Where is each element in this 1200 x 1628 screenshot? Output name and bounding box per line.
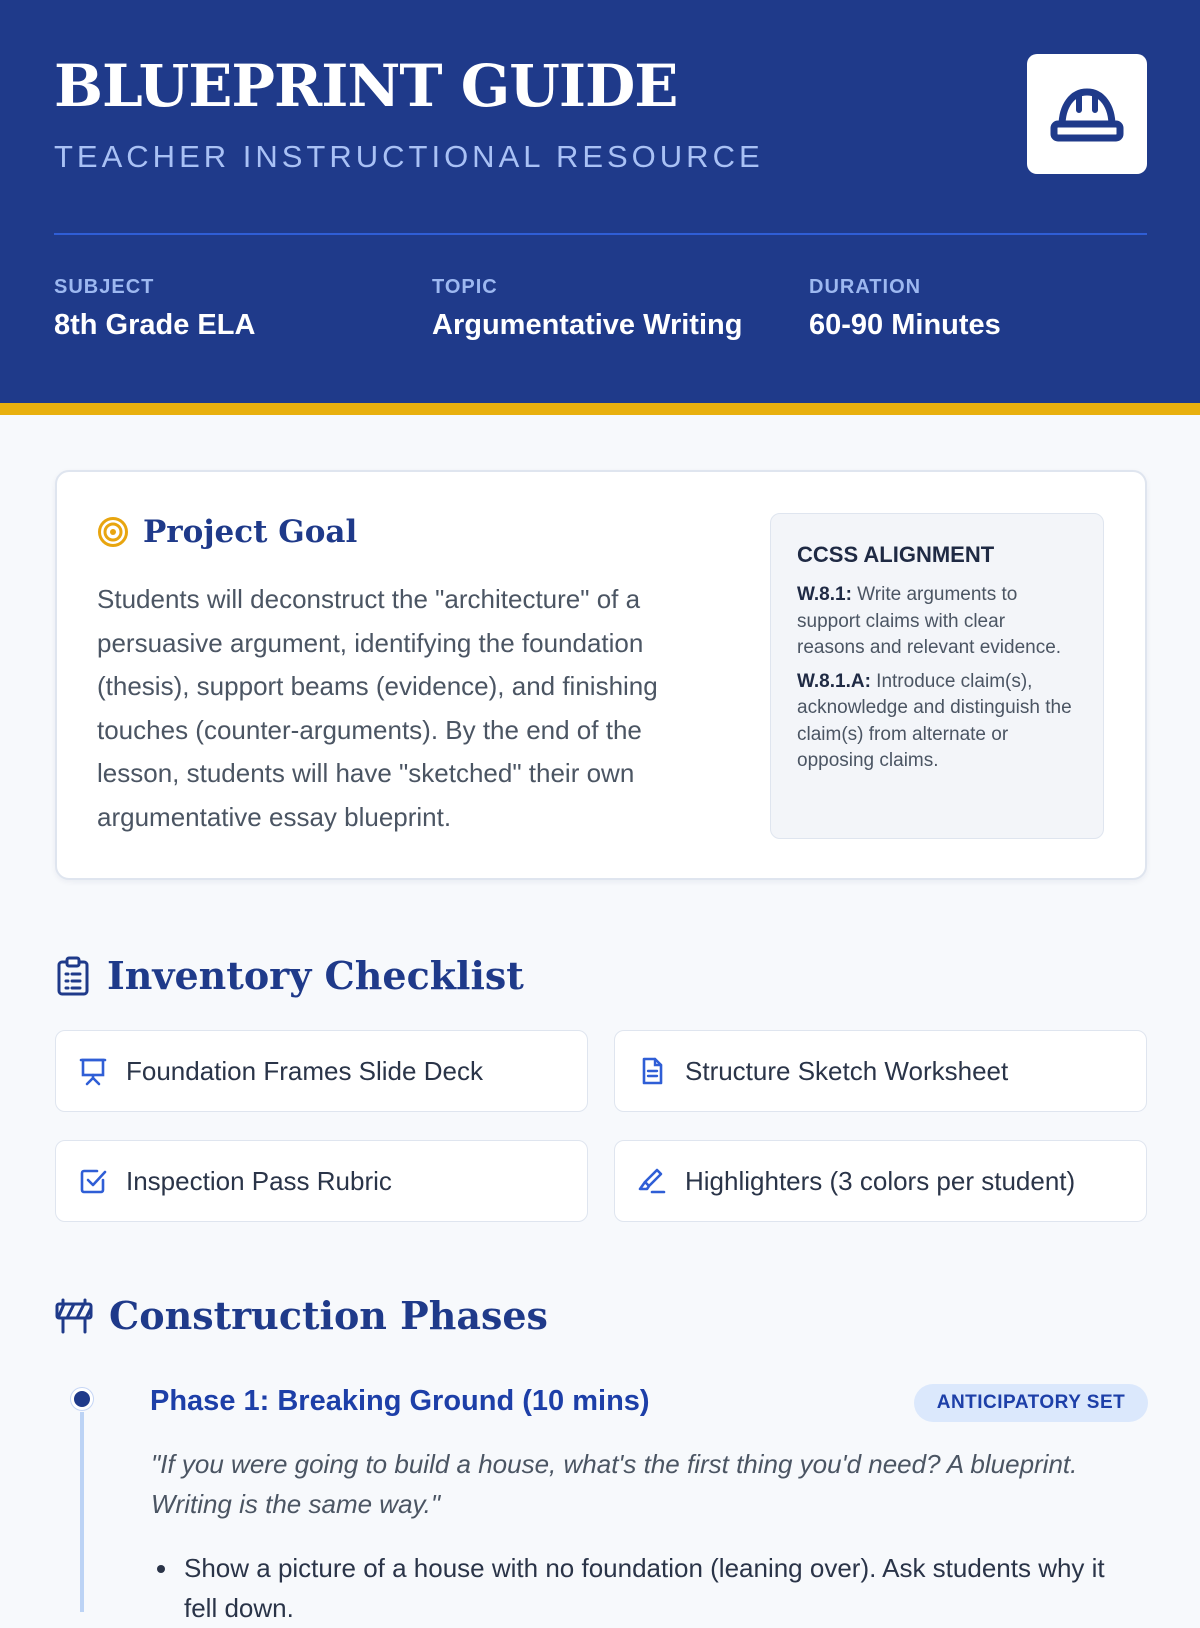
inventory-item-label: Highlighters (3 colors per student) [685,1165,1076,1196]
clipboard-icon [55,956,91,996]
ccss-standard [797,582,1077,662]
inventory-item [614,1140,1147,1222]
inventory-item [55,1140,588,1222]
phase-quote: "If you were going to build a house, what's the first thing you'd need? A blueprint. Writing is the same way." [151,1449,1078,1519]
meta-subject [54,276,255,342]
project-goal-title: Project Goal [143,514,358,550]
presentation-icon [78,1056,108,1086]
hard-hat-icon [1050,84,1124,144]
page-subtitle: TEACHER INSTRUCTIONAL RESOURCE [54,139,764,174]
phases-heading [55,1293,548,1338]
meta-topic [432,276,742,342]
logo-badge [1027,54,1147,174]
meta-value: 8th Grade ELA [54,309,256,341]
page-header [0,0,1200,403]
inventory-item-label: Structure Sketch Worksheet [685,1055,1009,1086]
timeline-line [80,1412,84,1612]
project-goal-heading [97,514,357,550]
document-icon [637,1056,667,1086]
meta-duration [809,276,1001,342]
meta-label: DURATION [809,276,922,298]
phase-bullet-list [151,1548,1141,1628]
phase-badge: ANTICIPATORY SET [914,1384,1148,1422]
inventory-heading [55,953,524,998]
checkbox-icon [78,1166,108,1196]
phase-title: Phase 1: Breaking Ground (10 mins) [150,1385,650,1417]
inventory-item [55,1030,588,1112]
header-divider [54,233,1147,235]
meta-value: 60-90 Minutes [809,309,1001,341]
target-icon [97,516,129,548]
phases-title: Construction Phases [109,1293,548,1338]
inventory-item-label: Inspection Pass Rubric [126,1165,392,1196]
meta-label: TOPIC [432,276,498,298]
meta-value: Argumentative Writing [432,309,743,341]
phase-bullet: Show a picture of a house with no foundation (leaning over). Ask students why it fell down. [151,1548,1141,1628]
ccss-text: Introduce claim(s), acknowledge and distinguish the claim(s) from alternate or opposing claims. [797,670,1072,771]
ccss-code: W.8.1.A: [797,670,871,692]
project-goal-text: Students will deconstruct the "architecture" of a persuasive argument, identifying the foundation (thesis), support beams (evidence), and finishing touches (counter-arguments). By the end of the lesson, students will have "sketched" their own argumentative essay blueprint. [97,584,658,832]
timeline-dot [71,1388,93,1410]
ccss-standard [797,669,1077,775]
ccss-heading: CCSS ALIGNMENT [797,542,995,567]
page-title: BLUEPRINT GUIDE [54,52,678,120]
inventory-item [614,1030,1147,1112]
header-accent-stripe [0,403,1200,415]
construction-barrier-icon [55,1298,93,1334]
meta-label: SUBJECT [54,276,155,298]
ccss-alignment-box [770,513,1104,839]
inventory-item-label: Foundation Frames Slide Deck [126,1055,483,1086]
highlighter-icon [637,1166,667,1196]
inventory-title: Inventory Checklist [107,953,524,998]
ccss-code: W.8.1: [797,584,852,605]
ccss-text: Write arguments to support claims with clear reasons and relevant evidence. [797,584,1062,658]
